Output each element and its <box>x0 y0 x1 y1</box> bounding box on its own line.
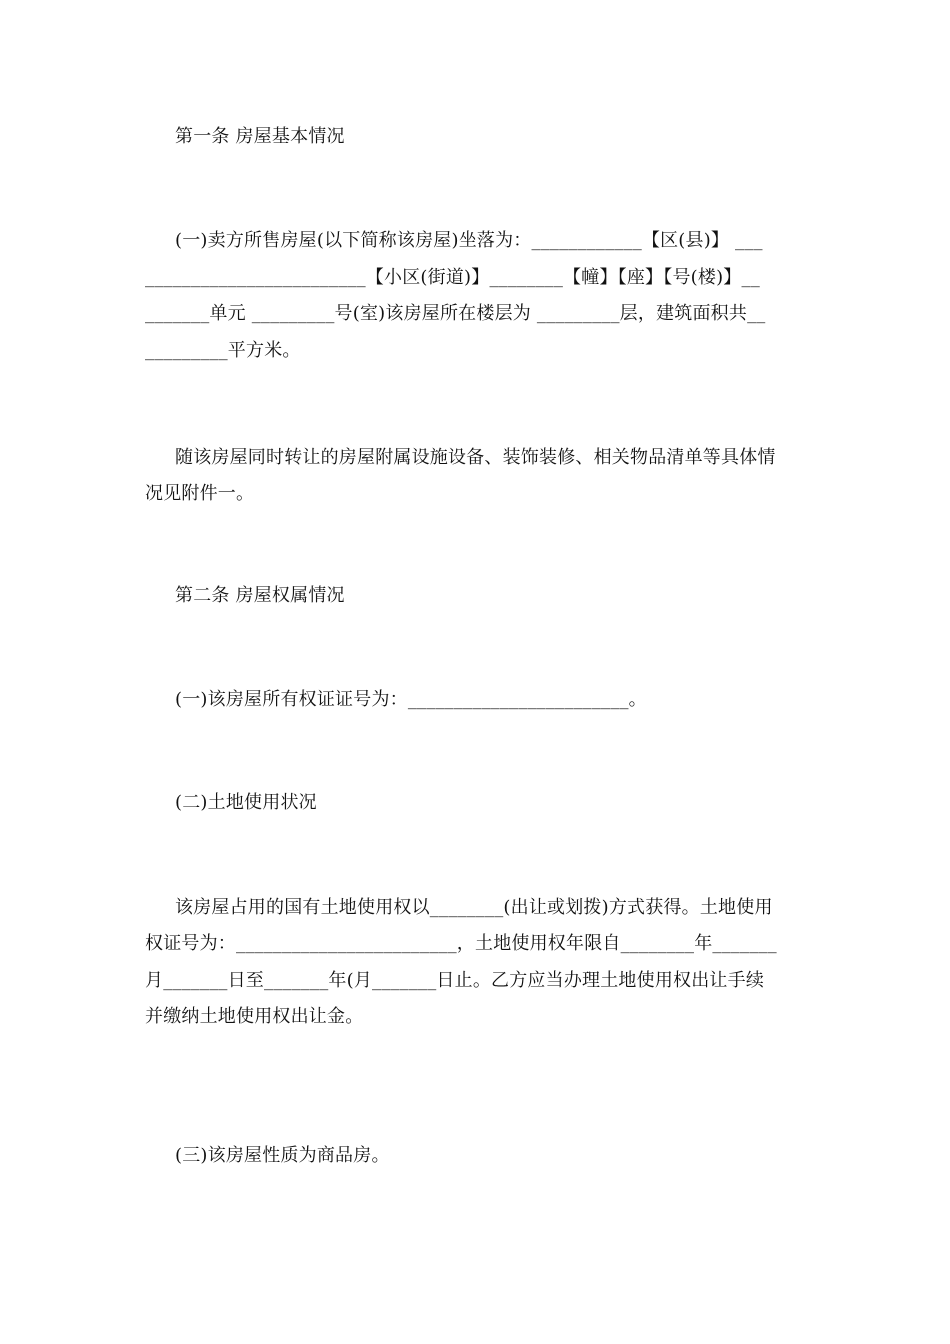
section2-para-line2: 权证号为：________________________，土地使用权年限自________年_______ <box>145 933 777 954</box>
section1-para2-line2: 况见附件一。 <box>145 483 255 504</box>
section1-para1-line4: _________平方米。 <box>145 340 301 361</box>
section1-para1-line1: (一)卖方所售房屋(以下简称该房屋)坐落为：____________【区(县)】 ___ <box>175 230 763 251</box>
section1-heading: 第一条 房屋基本情况 <box>175 126 345 147</box>
section2-heading: 第二条 房屋权属情况 <box>175 585 345 606</box>
section2-item3: (三)该房屋性质为商品房。 <box>175 1145 390 1166</box>
section1-para1-line3: _______单元 _________号(室)该房屋所在楼层为 _________层，建筑面积共__ <box>145 303 766 324</box>
section1-para1-line2: ________________________【小区(街道)】________【幢】【座】【号(楼)】__ <box>145 267 760 288</box>
section1-para2-line1: 随该房屋同时转让的房屋附属设施设备、装饰装修、相关物品清单等具体情 <box>175 447 776 468</box>
section2-para-line4: 并缴纳土地使用权出让金。 <box>145 1006 364 1027</box>
section2-para-line1: 该房屋占用的国有土地使用权以________(出让或划拨)方式获得。土地使用 <box>175 897 773 918</box>
section2-item2: (二)土地使用状况 <box>175 792 317 813</box>
section2-item1: (一)该房屋所有权证证号为：________________________。 <box>175 689 647 710</box>
section2-para-line3: 月_______日至_______年(月_______日止。乙方应当办理土地使用权出让手续 <box>145 970 765 991</box>
